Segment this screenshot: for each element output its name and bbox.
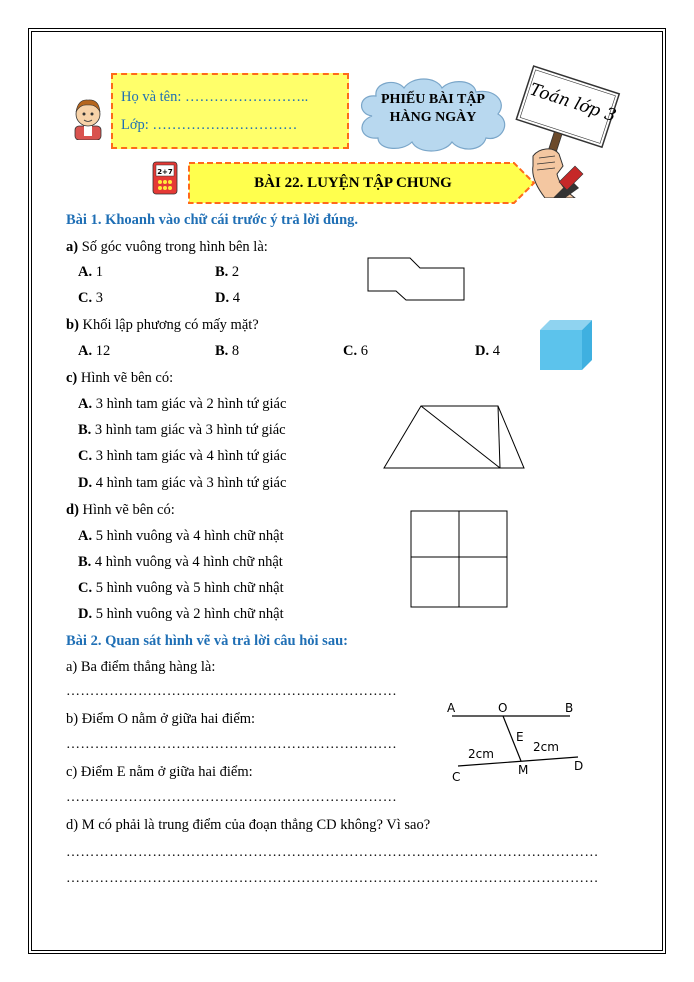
label-o: O — [498, 701, 508, 715]
bai1-b-option-a[interactable]: A. 12 — [78, 343, 111, 359]
bai2-heading: Bài 2. Quan sát hình vẽ và trả lời câu hỏi sau: — [66, 633, 348, 649]
label-e: E — [516, 730, 524, 744]
bai1-c-option-a[interactable]: A. 3 hình tam giác và 2 hình tứ giác — [78, 396, 287, 412]
bai1-d-option-c[interactable]: C. 5 hình vuông và 5 hình chữ nhật — [78, 580, 284, 596]
bai1-a-question: a) Số góc vuông trong hình bên là: — [66, 239, 268, 255]
label-d: D — [574, 759, 584, 773]
bai1-c-option-c[interactable]: C. 3 hình tam giác và 4 hình tứ giác — [78, 448, 287, 464]
bai1-b-option-c[interactable]: C. 6 — [343, 343, 368, 359]
label-m: M — [518, 763, 529, 777]
cube-figure — [538, 318, 594, 372]
bai1-a-option-c[interactable]: C. 3 — [78, 290, 103, 306]
bai1-b-option-b[interactable]: B. 8 — [215, 343, 240, 359]
bai1-d-option-d[interactable]: D. 5 hình vuông và 2 hình chữ nhật — [78, 606, 284, 622]
name-field[interactable]: Họ và tên: …………………….. — [121, 89, 309, 105]
student-info-box — [111, 73, 349, 149]
worksheet-title: PHIẾU BÀI TẬP HÀNG NGÀY — [381, 92, 485, 125]
points-figure — [440, 696, 590, 788]
bai2-question-c: c) Điểm E nằm ở giữa hai điểm: — [66, 764, 253, 780]
length-cm: 2cm — [468, 747, 494, 761]
bai1-heading: Bài 1. Khoanh vào chữ cái trước ý trả lời đúng. — [66, 212, 359, 228]
length-md: 2cm — [533, 740, 559, 754]
lesson-title: BÀI 22. LUYỆN TẬP CHUNG — [254, 175, 452, 191]
label-c: C — [452, 770, 461, 784]
bai2-answer-c[interactable]: …………………………………………………………… — [66, 790, 398, 805]
calculator-icon — [150, 160, 180, 196]
bai1-c-option-b[interactable]: B. 3 hình tam giác và 3 hình tứ giác — [78, 422, 286, 438]
bai2-question-b: b) Điểm O nằm ở giữa hai điểm: — [66, 711, 256, 727]
bai1-b-option-d[interactable]: D. 4 — [475, 343, 500, 359]
bai1-d-question: d) Hình vẽ bên có: — [66, 502, 175, 518]
student-icon — [70, 96, 106, 140]
polygon-figure — [366, 256, 470, 304]
bai1-a-option-d[interactable]: D. 4 — [215, 290, 240, 306]
label-b: B — [565, 701, 574, 715]
bai2-answer-a[interactable]: …………………………………………………………… — [66, 684, 398, 699]
bai2-question-a: a) Ba điểm thẳng hàng là: — [66, 659, 216, 675]
square-grid-figure — [410, 510, 508, 608]
bai2-question-d: d) M có phải là trung điểm của đoạn thẳng CD không? Vì sao? — [66, 817, 431, 833]
bai1-c-question: c) Hình vẽ bên có: — [66, 370, 174, 386]
bai1-c-option-d[interactable]: D. 4 hình tam giác và 3 hình tứ giác — [78, 475, 287, 491]
bai2-answer-d-line2[interactable]: ………………………………………………………………………………………………… — [66, 871, 599, 886]
bai1-d-option-a[interactable]: A. 5 hình vuông và 4 hình chữ nhật — [78, 528, 284, 544]
bai2-answer-b[interactable]: …………………………………………………………… — [66, 737, 398, 752]
bai1-a-option-a[interactable]: A. 1 — [78, 264, 103, 280]
trapezoid-figure — [382, 404, 528, 470]
bai2-answer-d-line1[interactable]: ………………………………………………………………………………………………… — [66, 845, 599, 860]
bai1-a-option-b[interactable]: B. 2 — [215, 264, 240, 280]
sign-text: Toán lớp 3 — [527, 79, 619, 127]
label-a: A — [447, 701, 456, 715]
svg-text:2+7: 2+7 — [157, 168, 173, 176]
bai1-b-question: b) Khối lập phương có mấy mặt? — [66, 317, 259, 333]
class-field[interactable]: Lớp: ………………………… — [121, 117, 298, 133]
bai1-d-option-b[interactable]: B. 4 hình vuông và 4 hình chữ nhật — [78, 554, 283, 570]
